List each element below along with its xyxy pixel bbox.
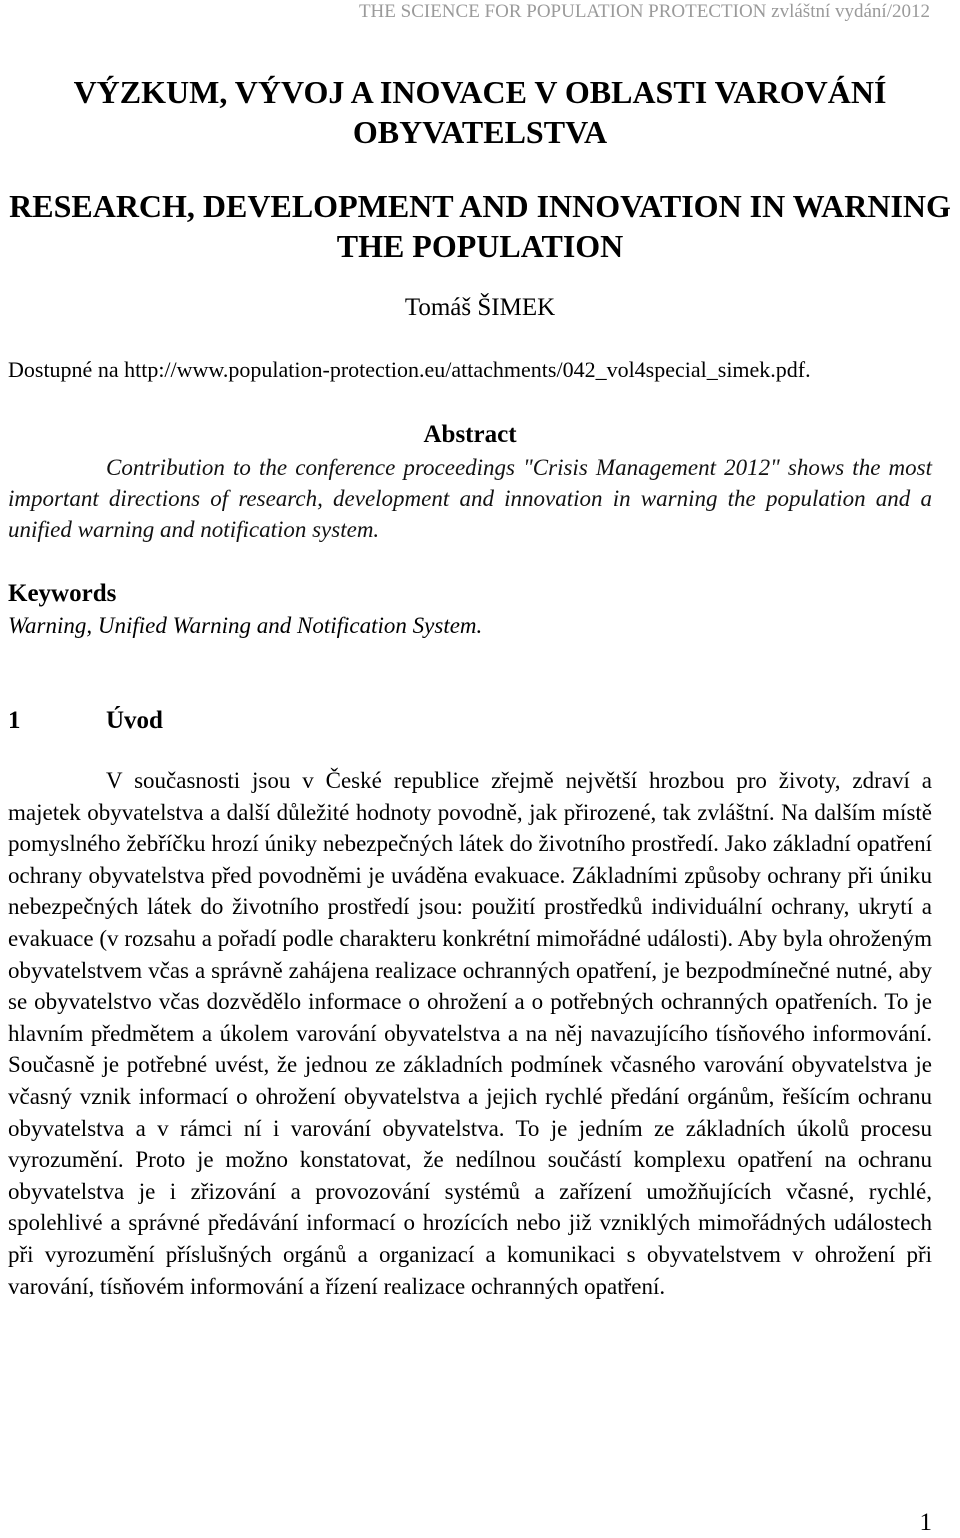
- author-name: Tomáš ŠIMEK: [404, 294, 556, 321]
- keywords-heading: Keywords: [8, 580, 117, 607]
- page-number: 1: [919, 1509, 932, 1536]
- abstract-text: Contribution to the conference proceedings "Crisis Management 2012" shows the most important directions of research, development and innovation in warning the population and a unified warning and notification system.: [8, 455, 932, 542]
- abstract-heading: Abstract: [423, 421, 517, 448]
- section-title: Úvod: [106, 707, 163, 734]
- body-paragraph: [8, 765, 932, 1302]
- section-number: 1: [8, 707, 21, 734]
- abstract-body: [8, 452, 932, 545]
- title-english: RESEARCH, DEVELOPMENT AND INNOVATION IN WARNING THE POPULATION: [9, 188, 951, 264]
- title-czech: VÝZKUM, VÝVOJ A INOVACE V OBLASTI VAROVÁNÍ OBYVATELSTVA: [73, 74, 887, 150]
- availability-note: Dostupné na http://www.population-protection.eu/attachments/042_vol4special_simek.pdf.: [8, 357, 811, 382]
- keywords-text: Warning, Unified Warning and Notification System.: [8, 613, 483, 638]
- body-paragraph-text: V současnosti jsou v České republice zřejmě největší hrozbou pro životy, zdraví a majetek obyvatelstva a další důležité hodnoty povodně, jak přirozené, tak zvláštní. Na dalším místě pomyslného žebříčku hrozí úniky nebezpečných látek do životního prostředí. Jako základní opatření ochrany obyvatelstva před povodněmi je uváděna evakuace. Základními způsoby ochrany při úniku nebezpečných látek do životního prostředí jsou: použití prostředků individuální ochrany, ukrytí a evakuace (v rozsahu a pořadí podle charakteru konkrétní mimořádné události). Aby byla ohroženým obyvatelstvem včas a správně zahájena realizace ochranných opatření, je bezpodmínečné nutné, aby se obyvatelstvo včas dozvědělo informace o ohrožení a o potřebných ochranných opatřeních. To je hlavním předmětem a úkolem varování obyvatelstva a na něj navazujícího tísňového informování. Současně je potřebné uvést, že jednou ze základních podmínek včasného varování obyvatelstva je včasný vznik informací o ohrožení obyvatelstva a jejich rychlé předání orgánům, řešícím ochranu obyvatelstva a v rámci ní i varování obyvatelstva. To je jedním ze základních úkolů procesu vyrozumění. Proto je možno konstatovat, že nedílnou součástí komplexu opatření na ochranu obyvatelstva je i zřizování a provozování systémů a zařízení umožňujících včasné, rychlé, spolehlivé a správné předávání informací o hrozících nebo již vzniklých mimořádných událostech při vyrozumění příslušných orgánů a organizací a komunikaci s obyvatelstvem v ohrožení při varování, tísňovém informování a řízení realizace ochranných opatření.: [8, 768, 932, 1299]
- running-header: THE SCIENCE FOR POPULATION PROTECTION zvláštní vydání/2012: [358, 1, 930, 22]
